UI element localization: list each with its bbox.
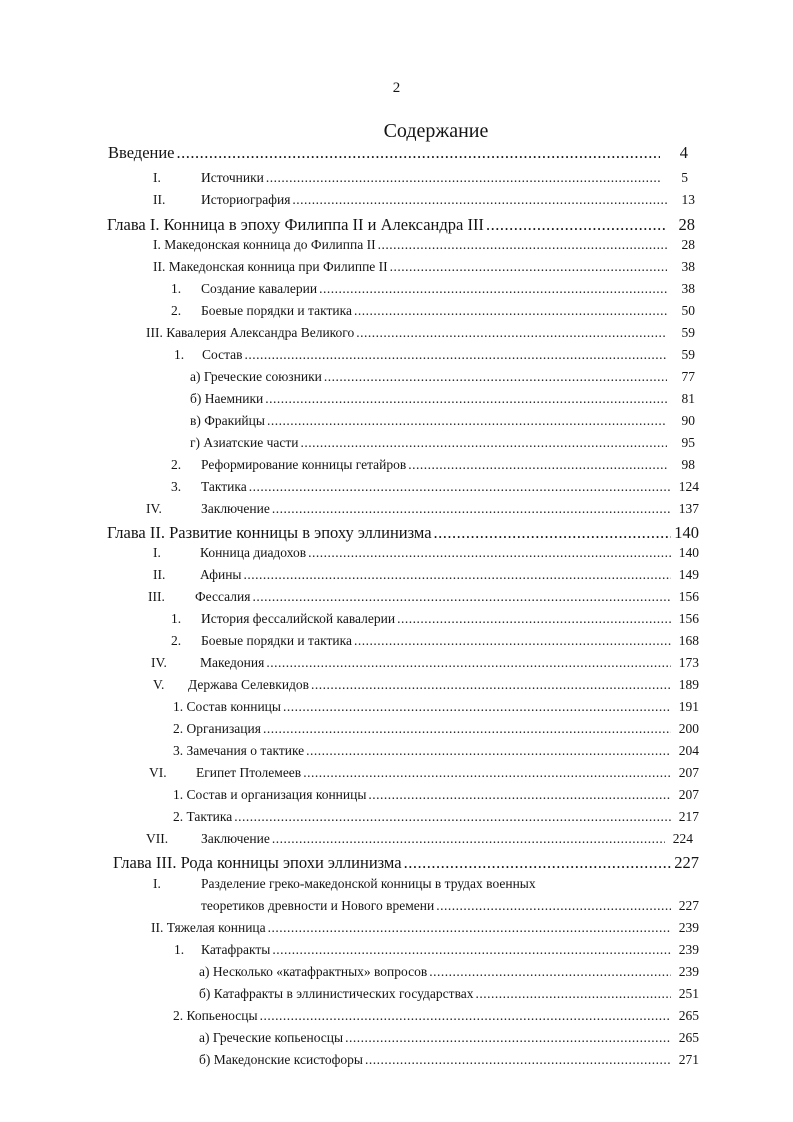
toc-entry-page: 98 (681, 457, 695, 472)
dot-leader (356, 325, 667, 341)
toc-entry-page: 59 (681, 347, 695, 362)
toc-entry-label: Состав (202, 347, 243, 362)
toc-entry-label: б) Наемники (190, 391, 264, 406)
dot-leader (244, 567, 671, 583)
dot-leader (368, 787, 671, 803)
toc-entry-label: 2. Тактика (173, 809, 233, 824)
toc-entry[interactable] (171, 303, 695, 325)
toc-entry-number: I. (153, 876, 161, 891)
dot-leader (378, 237, 667, 253)
toc-entry[interactable] (149, 765, 699, 787)
dot-leader (390, 259, 667, 275)
dot-leader (300, 435, 667, 451)
dot-leader (234, 809, 671, 825)
toc-entry-page: 77 (681, 369, 695, 384)
toc-entry[interactable] (171, 457, 695, 479)
dot-leader (476, 986, 671, 1002)
dot-leader (345, 1030, 671, 1046)
toc-entry-page: 173 (678, 655, 699, 670)
toc-entry-page: 28 (678, 215, 695, 234)
toc-entry-number: 1. (171, 281, 182, 296)
toc-entry-page: 81 (681, 391, 695, 406)
toc-entry-label: а) Греческие копьеносцы (199, 1030, 344, 1045)
toc-entry[interactable] (148, 589, 699, 611)
toc-entry-label: 2. Организация (173, 721, 261, 736)
dot-leader (404, 853, 671, 873)
toc-entry-number: 3. (171, 479, 182, 494)
toc-entry-label: а) Греческие союзники (190, 369, 322, 384)
toc-entry-page: 224 (672, 831, 693, 846)
toc-entry[interactable] (190, 369, 695, 391)
toc-entry-label: Афины (200, 567, 242, 582)
dot-leader (324, 369, 667, 385)
toc-entry-page: 38 (681, 281, 695, 296)
toc-entry-first-line[interactable] (153, 876, 699, 898)
toc-entry-label: Конница диадохов (200, 545, 307, 560)
dot-leader (308, 545, 671, 561)
toc-entry-number: I. (153, 170, 161, 185)
dot-leader (272, 831, 665, 847)
dot-leader (486, 215, 667, 235)
dot-leader (365, 1052, 671, 1068)
toc-entry-page: 227 (678, 898, 699, 913)
toc-entry-number: VII. (146, 831, 169, 846)
toc-entry[interactable] (201, 898, 699, 920)
toc-entry[interactable] (199, 1030, 699, 1052)
toc-entry-page: 4 (679, 143, 688, 162)
toc-entry-page: 239 (678, 942, 699, 957)
toc-entry[interactable] (171, 479, 699, 501)
dot-leader (397, 611, 671, 627)
toc-entry-page: 50 (681, 303, 695, 318)
toc-entry-label: г) Азиатские части (190, 435, 299, 450)
toc-entry-label: Реформирование конницы гетайров (201, 457, 407, 472)
toc-entry-page: 189 (678, 677, 699, 692)
toc-entry-label: б) Катафракты в эллинистических государствах (199, 986, 474, 1001)
dot-leader (252, 589, 671, 605)
toc-entry-page: 140 (678, 545, 699, 560)
toc-entry-label: Введение (108, 143, 175, 162)
toc-entry-page: 28 (681, 237, 695, 252)
toc-entry-label: Македония (200, 655, 265, 670)
toc-entry-page: 200 (678, 721, 699, 736)
toc-entry[interactable] (173, 699, 699, 721)
toc-entry-label: в) Фракийцы (190, 413, 265, 428)
toc-entry-number: IV. (146, 501, 162, 516)
dot-leader (311, 677, 671, 693)
toc-entry-label: Тактика (201, 479, 247, 494)
toc-entry-number: II. (153, 192, 166, 207)
toc-entry-page: 271 (678, 1052, 699, 1067)
toc-entry[interactable] (190, 391, 695, 413)
toc-entry[interactable] (153, 192, 695, 214)
toc-entry-label: 1. Состав конницы (173, 699, 281, 714)
toc-entry[interactable] (107, 215, 695, 237)
toc-entry-page: 204 (678, 743, 699, 758)
toc-entry[interactable] (108, 143, 688, 165)
toc-entry[interactable] (199, 1052, 699, 1074)
toc-entry-page: 59 (681, 325, 695, 340)
toc-entry-label: а) Несколько «катафрактных» вопросов (199, 964, 428, 979)
toc-entry-page: 217 (678, 809, 699, 824)
dot-leader (177, 143, 660, 163)
toc-entry[interactable] (173, 787, 699, 809)
toc-entry-label: Египет Птолемеев (196, 765, 302, 780)
toc-entry-page: 137 (678, 501, 699, 516)
toc-entry-number: III. (148, 589, 165, 604)
dot-leader (268, 920, 671, 936)
toc-entry-label: Заключение (201, 501, 270, 516)
toc-entry[interactable] (199, 986, 699, 1008)
toc-entry-label: Глава I. Конница в эпоху Филиппа II и Александра III (107, 215, 484, 234)
toc-entry[interactable] (153, 545, 699, 567)
toc-entry-page: 251 (678, 986, 699, 1001)
toc-entry-page: 156 (678, 611, 699, 626)
toc-entry[interactable] (146, 501, 699, 523)
toc-entry-number: V. (153, 677, 165, 692)
dot-leader (283, 699, 671, 715)
toc-entry[interactable] (174, 347, 695, 369)
toc-entry-page: 191 (678, 699, 699, 714)
dot-leader (436, 898, 671, 914)
dot-leader (249, 479, 671, 495)
dot-leader (263, 721, 671, 737)
toc-entry-page: 156 (678, 589, 699, 604)
toc-entry-page: 239 (678, 920, 699, 935)
toc-entry-page: 90 (681, 413, 695, 428)
toc-entry-label: б) Македонские ксистофоры (199, 1052, 363, 1067)
dot-leader (267, 413, 667, 429)
toc-entry-label: II. Тяжелая конница (151, 920, 266, 935)
toc-entry-page: 38 (681, 259, 695, 274)
toc-entry-label: Катафракты (201, 942, 271, 957)
dot-leader (265, 391, 667, 407)
dot-leader (245, 347, 667, 363)
toc-entry-label: III. Кавалерия Александра Великого (146, 325, 355, 340)
dot-leader (272, 942, 671, 958)
dot-leader (354, 303, 667, 319)
dot-leader (434, 523, 671, 543)
dot-leader (354, 633, 671, 649)
toc-entry[interactable] (153, 677, 699, 699)
toc-entry-label: Заключение (201, 831, 270, 846)
toc-entry-label: II. Македонская конница при Филиппе II (153, 259, 388, 274)
toc-entry[interactable] (153, 237, 695, 259)
toc-entry-label: 1. Состав и организация конницы (173, 787, 367, 802)
toc-entry-number: IV. (151, 655, 167, 670)
toc-entry-label: Глава III. Рода конницы эпохи эллинизма (113, 853, 402, 872)
toc-entry-label: I. Македонская конница до Филиппа II (153, 237, 376, 252)
toc-entry-page: 124 (678, 479, 699, 494)
toc-entry[interactable] (113, 853, 699, 875)
toc-entry[interactable] (173, 743, 699, 765)
dot-leader (306, 743, 671, 759)
toc-entry-page: 95 (681, 435, 695, 450)
toc-entry-label: Разделение греко-македонской конницы в трудах военных (201, 876, 536, 891)
toc-entry[interactable] (153, 567, 699, 589)
toc-entry[interactable] (107, 523, 699, 545)
page-title: Содержание (383, 120, 489, 142)
toc-entry-number: II. (153, 567, 166, 582)
page-number: 2 (392, 80, 401, 96)
toc-entry[interactable] (151, 920, 699, 942)
toc-entry-number: 2. (171, 633, 182, 648)
toc-entry-page: 265 (678, 1030, 699, 1045)
toc-entry-number: VI. (149, 765, 167, 780)
toc-entry-number: 1. (174, 347, 185, 362)
toc-entry-number: 1. (174, 942, 185, 957)
toc-entry-label-continued: теоретиков древности и Нового времени (201, 898, 435, 913)
toc-entry-page: 207 (678, 787, 699, 802)
dot-leader (272, 501, 671, 517)
toc-entry-label: Держава Селевкидов (188, 677, 310, 692)
toc-entry-number: 2. (171, 457, 182, 472)
dot-leader (260, 1008, 671, 1024)
toc-entry[interactable] (146, 325, 695, 347)
dot-leader (429, 964, 671, 980)
toc-entry[interactable] (153, 170, 688, 192)
toc-entry[interactable] (153, 259, 695, 281)
toc-entry-label: Фессалия (195, 589, 251, 604)
toc-entry-page: 207 (678, 765, 699, 780)
toc-entry-number: 1. (171, 611, 182, 626)
toc-entry[interactable] (174, 942, 699, 964)
toc-entry[interactable] (190, 413, 695, 435)
toc-entry-page: 13 (681, 192, 695, 207)
toc-entry-label: 2. Копьеносцы (173, 1008, 258, 1023)
dot-leader (303, 765, 671, 781)
toc-entry-label: Боевые порядки и тактика (201, 303, 352, 318)
toc-entry-page: 149 (678, 567, 699, 582)
toc-entry-label: Глава II. Развитие конницы в эпоху эллинизма (107, 523, 432, 542)
toc-entry-page: 239 (678, 964, 699, 979)
toc-entry[interactable] (171, 281, 695, 303)
toc-entry-label: История фессалийской кавалерии (201, 611, 396, 626)
dot-leader (408, 457, 667, 473)
toc-entry-number: 2. (171, 303, 182, 318)
toc-entry[interactable] (173, 809, 699, 831)
toc-entry[interactable] (146, 831, 693, 853)
toc-entry-label: Источники (201, 170, 264, 185)
dot-leader (292, 192, 667, 208)
toc-entry-label: Историография (201, 192, 291, 207)
toc-entry-label: Боевые порядки и тактика (201, 633, 352, 648)
toc-entry-page: 265 (678, 1008, 699, 1023)
toc-entry[interactable] (173, 721, 699, 743)
toc-entry-number: I. (153, 545, 161, 560)
toc-entry-page: 140 (674, 523, 699, 542)
toc-entry[interactable] (173, 1008, 699, 1030)
toc-entry-label: 3. Замечания о тактике (173, 743, 305, 758)
toc-entry[interactable] (199, 964, 699, 986)
toc-entry-page: 168 (678, 633, 699, 648)
toc-entry[interactable] (151, 655, 699, 677)
toc-entry-page: 227 (674, 853, 699, 872)
dot-leader (266, 655, 671, 671)
toc-entry[interactable] (171, 611, 699, 633)
toc-entry[interactable] (190, 435, 695, 457)
toc-entry-label: Создание кавалерии (201, 281, 318, 296)
dot-leader (319, 281, 667, 297)
dot-leader (266, 170, 660, 186)
toc-entry[interactable] (171, 633, 699, 655)
toc-entry-page: 5 (681, 170, 688, 185)
